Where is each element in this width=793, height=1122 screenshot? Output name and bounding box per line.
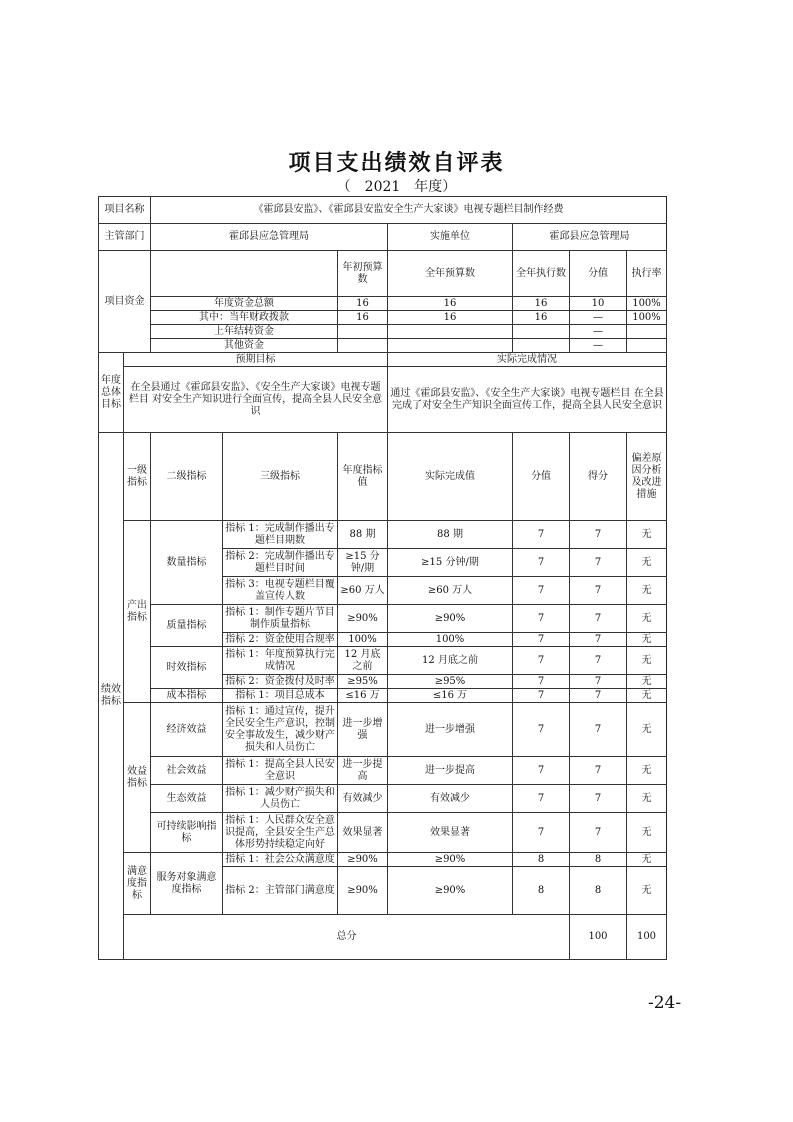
note-cell: 无 xyxy=(627,633,667,647)
lvl2-cell: 可持续影响指标 xyxy=(151,813,223,853)
score-cell: 8 xyxy=(513,853,570,867)
project-name: 《霍邱县安监》、《霍邱县安监安全生产大家谈》电视专题栏目制作经费 xyxy=(151,197,667,224)
got-cell: 7 xyxy=(570,521,627,549)
score-cell: 7 xyxy=(513,521,570,549)
lvl2-cell: 成本指标 xyxy=(151,689,223,703)
got-cell: 7 xyxy=(570,785,627,813)
lvl3-cell: 指标 1：年度预算执行完成情况 xyxy=(223,647,338,675)
actual-cell: 进一步提高 xyxy=(388,757,513,785)
funds-cell xyxy=(627,325,667,339)
score-cell: 7 xyxy=(513,757,570,785)
score-cell: 7 xyxy=(513,785,570,813)
lvl3-cell: 指标 1：制作专题片节目制作质量指标 xyxy=(223,605,338,633)
target-cell: 12 月底之前 xyxy=(338,647,388,675)
year-line: （ 2021 年度） xyxy=(336,179,457,195)
lvl3-cell: 指标 3：电视专题栏目覆盖宣传人数 xyxy=(223,577,338,605)
note-cell: 无 xyxy=(627,689,667,703)
score-cell: 7 xyxy=(513,605,570,633)
lvl3-cell: 指标 2：主管部门满意度 xyxy=(223,867,338,915)
score-cell: 7 xyxy=(513,675,570,689)
table-row xyxy=(99,647,667,675)
funds-cell: — xyxy=(570,311,627,325)
note-cell: 无 xyxy=(627,577,667,605)
lvl2-cell: 社会效益 xyxy=(151,757,223,785)
note-cell: 无 xyxy=(627,647,667,675)
lvl3-cell: 指标 1：减少财产损失和人员伤亡 xyxy=(223,785,338,813)
funds-cell: 100% xyxy=(627,297,667,311)
actual-cell: 100% xyxy=(388,633,513,647)
target-cell: 有效减少 xyxy=(338,785,388,813)
target-cell: ≥90% xyxy=(338,867,388,915)
dept-value: 霍邱县应急管理局 xyxy=(151,224,388,251)
lvl2-cell: 时效指标 xyxy=(151,647,223,689)
score-cell: 7 xyxy=(513,549,570,577)
funds-cell xyxy=(513,325,570,339)
page-title: 项目支出绩效自评表 xyxy=(288,150,505,176)
actual-cell: 12 月底之前 xyxy=(388,647,513,675)
funds-col: 执行率 xyxy=(627,251,667,297)
actual-cell: ≥90% xyxy=(388,867,513,915)
got-cell: 7 xyxy=(570,757,627,785)
note-cell: 无 xyxy=(627,757,667,785)
funds-row xyxy=(99,325,667,339)
note-cell: 无 xyxy=(627,675,667,689)
funds-row-name: 年度资金总额 xyxy=(151,297,338,311)
note-cell: 无 xyxy=(627,853,667,867)
target-cell: 进一步增强 xyxy=(338,703,388,757)
dept-label: 主管部门 xyxy=(99,224,151,251)
lvl2-cell: 生态效益 xyxy=(151,785,223,813)
table-row xyxy=(99,703,667,757)
actual-cell: 进一步增强 xyxy=(388,703,513,757)
score-cell: 7 xyxy=(513,813,570,853)
funds-row-name: 其中：当年财政拨款 xyxy=(151,311,338,325)
perf-header-lvl3: 三级指标 xyxy=(223,433,338,521)
performance-table xyxy=(98,196,667,960)
actual-cell: ≥90% xyxy=(388,853,513,867)
got-cell: 7 xyxy=(570,549,627,577)
goal-label: 年度总体目标 xyxy=(99,353,124,433)
target-cell: 88 期 xyxy=(338,521,388,549)
note-cell: 无 xyxy=(627,703,667,757)
funds-row xyxy=(99,311,667,325)
actual-cell: 效果显著 xyxy=(388,813,513,853)
table-row xyxy=(99,785,667,813)
funds-cell xyxy=(513,339,570,353)
output-label: 产出指标 xyxy=(124,521,151,703)
page-number: -24- xyxy=(648,993,682,1013)
funds-cell: — xyxy=(570,339,627,353)
table-row xyxy=(99,853,667,867)
lvl2-cell: 经济效益 xyxy=(151,703,223,757)
got-cell: 7 xyxy=(570,689,627,703)
got-cell: 7 xyxy=(570,647,627,675)
funds-cell: — xyxy=(570,325,627,339)
target-cell: ≥90% xyxy=(338,605,388,633)
funds-row-name: 其他资金 xyxy=(151,339,338,353)
funds-cell xyxy=(627,339,667,353)
got-cell: 7 xyxy=(570,605,627,633)
expected-goal-text: 在全县通过《霍邱县安监》、《安全生产大家谈》电视专题栏目 对安全生产知识进行全面宣传，提高全县人民安全意识 xyxy=(124,367,388,433)
perf-header-note: 偏差原因分析及改进措施 xyxy=(627,433,667,521)
target-cell: ≤16 万 xyxy=(338,689,388,703)
lvl3-cell: 指标 1：通过宣传，提升全民安全生产意识，控制安全事故发生，减少财产损失和人员伤亡 xyxy=(223,703,338,757)
got-cell: 7 xyxy=(570,813,627,853)
note-cell: 无 xyxy=(627,813,667,853)
score-cell: 7 xyxy=(513,633,570,647)
target-cell: 效果显著 xyxy=(338,813,388,853)
table-row xyxy=(99,813,667,853)
target-cell: ≥95% xyxy=(338,675,388,689)
perf-label: 绩效指标 xyxy=(99,433,124,960)
score-cell: 7 xyxy=(513,703,570,757)
benefit-label: 效益指标 xyxy=(124,703,151,853)
note-cell: 无 xyxy=(627,785,667,813)
funds-cell: 16 xyxy=(388,311,513,325)
funds-row xyxy=(99,297,667,311)
funds-cell: 16 xyxy=(338,311,388,325)
note-cell: 无 xyxy=(627,549,667,577)
lvl3-cell: 指标 2：资金拨付及时率 xyxy=(223,675,338,689)
lvl2-cell: 质量指标 xyxy=(151,605,223,647)
lvl3-cell: 指标 1：项目总成本 xyxy=(223,689,338,703)
target-cell: ≥60 万人 xyxy=(338,577,388,605)
project-name-label: 项目名称 xyxy=(99,197,151,224)
funds-col: 分值 xyxy=(570,251,627,297)
impl-value: 霍邱县应急管理局 xyxy=(513,224,667,251)
funds-col: 年初预算数 xyxy=(338,251,388,297)
funds-cell: 16 xyxy=(338,297,388,311)
target-cell: ≥90% xyxy=(338,853,388,867)
funds-cell: 16 xyxy=(513,311,570,325)
funds-cell xyxy=(388,325,513,339)
lvl2-cell: 数量指标 xyxy=(151,521,223,605)
perf-header-got: 得分 xyxy=(570,433,627,521)
funds-header-empty xyxy=(151,251,338,297)
funds-cell: 16 xyxy=(513,297,570,311)
funds-cell: 16 xyxy=(388,297,513,311)
expected-goal-label: 预期目标 xyxy=(124,353,388,367)
actual-cell: 有效减少 xyxy=(388,785,513,813)
total-got: 100 xyxy=(627,915,667,960)
actual-cell: ≥15 分钟/期 xyxy=(388,549,513,577)
perf-header-lvl2: 二级指标 xyxy=(151,433,223,521)
lvl3-cell: 指标 2：资金使用合规率 xyxy=(223,633,338,647)
actual-cell: ≤16 万 xyxy=(388,689,513,703)
total-label: 总分 xyxy=(124,915,570,960)
actual-result-text: 通过《霍邱县安监》、《安全生产大家谈》电视专题栏目 在全县完成了对安全生产知识全面宣传工作，提高全县人民安全意识 xyxy=(388,367,667,433)
table-row xyxy=(99,605,667,633)
got-cell: 7 xyxy=(570,675,627,689)
got-cell: 7 xyxy=(570,633,627,647)
perf-header-target: 年度指标值 xyxy=(338,433,388,521)
lvl3-cell: 指标 2：完成制作播出专题栏目时间 xyxy=(223,549,338,577)
funds-cell xyxy=(338,325,388,339)
satisfaction-label: 满意度指标 xyxy=(124,853,151,915)
got-cell: 7 xyxy=(570,703,627,757)
score-cell: 8 xyxy=(513,867,570,915)
got-cell: 8 xyxy=(570,853,627,867)
actual-cell: 88 期 xyxy=(388,521,513,549)
table-row xyxy=(99,757,667,785)
lvl3-cell: 指标 1：完成制作播出专题栏目期数 xyxy=(223,521,338,549)
perf-header-actual: 实际完成值 xyxy=(388,433,513,521)
funds-cell xyxy=(338,339,388,353)
got-cell: 8 xyxy=(570,867,627,915)
funds-label: 项目资金 xyxy=(99,251,151,353)
perf-header-lvl1: 一级指标 xyxy=(124,433,151,521)
note-cell: 无 xyxy=(627,605,667,633)
target-cell: ≥15 分钟/期 xyxy=(338,549,388,577)
funds-cell: 10 xyxy=(570,297,627,311)
lvl2-cell: 服务对象满意度指标 xyxy=(151,853,223,915)
actual-result-label: 实际完成情况 xyxy=(388,353,667,367)
actual-cell: ≥60 万人 xyxy=(388,577,513,605)
perf-header-score: 分值 xyxy=(513,433,570,521)
actual-cell: ≥90% xyxy=(388,605,513,633)
table-row xyxy=(99,689,667,703)
lvl3-cell: 指标 1：人民群众安全意识提高，全县安全生产总体形势持续稳定向好 xyxy=(223,813,338,853)
table-row xyxy=(99,521,667,549)
score-cell: 7 xyxy=(513,689,570,703)
score-cell: 7 xyxy=(513,577,570,605)
funds-row xyxy=(99,339,667,353)
actual-cell: ≥95% xyxy=(388,675,513,689)
funds-row-name: 上年结转资金 xyxy=(151,325,338,339)
impl-label: 实施单位 xyxy=(388,224,513,251)
note-cell: 无 xyxy=(627,867,667,915)
lvl3-cell: 指标 1：提高全县人民安全意识 xyxy=(223,757,338,785)
total-score: 100 xyxy=(570,915,627,960)
target-cell: 100% xyxy=(338,633,388,647)
score-cell: 7 xyxy=(513,647,570,675)
funds-cell xyxy=(388,339,513,353)
got-cell: 7 xyxy=(570,577,627,605)
note-cell: 无 xyxy=(627,521,667,549)
funds-col: 全年预算数 xyxy=(388,251,513,297)
funds-col: 全年执行数 xyxy=(513,251,570,297)
lvl3-cell: 指标 1：社会公众满意度 xyxy=(223,853,338,867)
target-cell: 进一步提高 xyxy=(338,757,388,785)
funds-cell: 100% xyxy=(627,311,667,325)
